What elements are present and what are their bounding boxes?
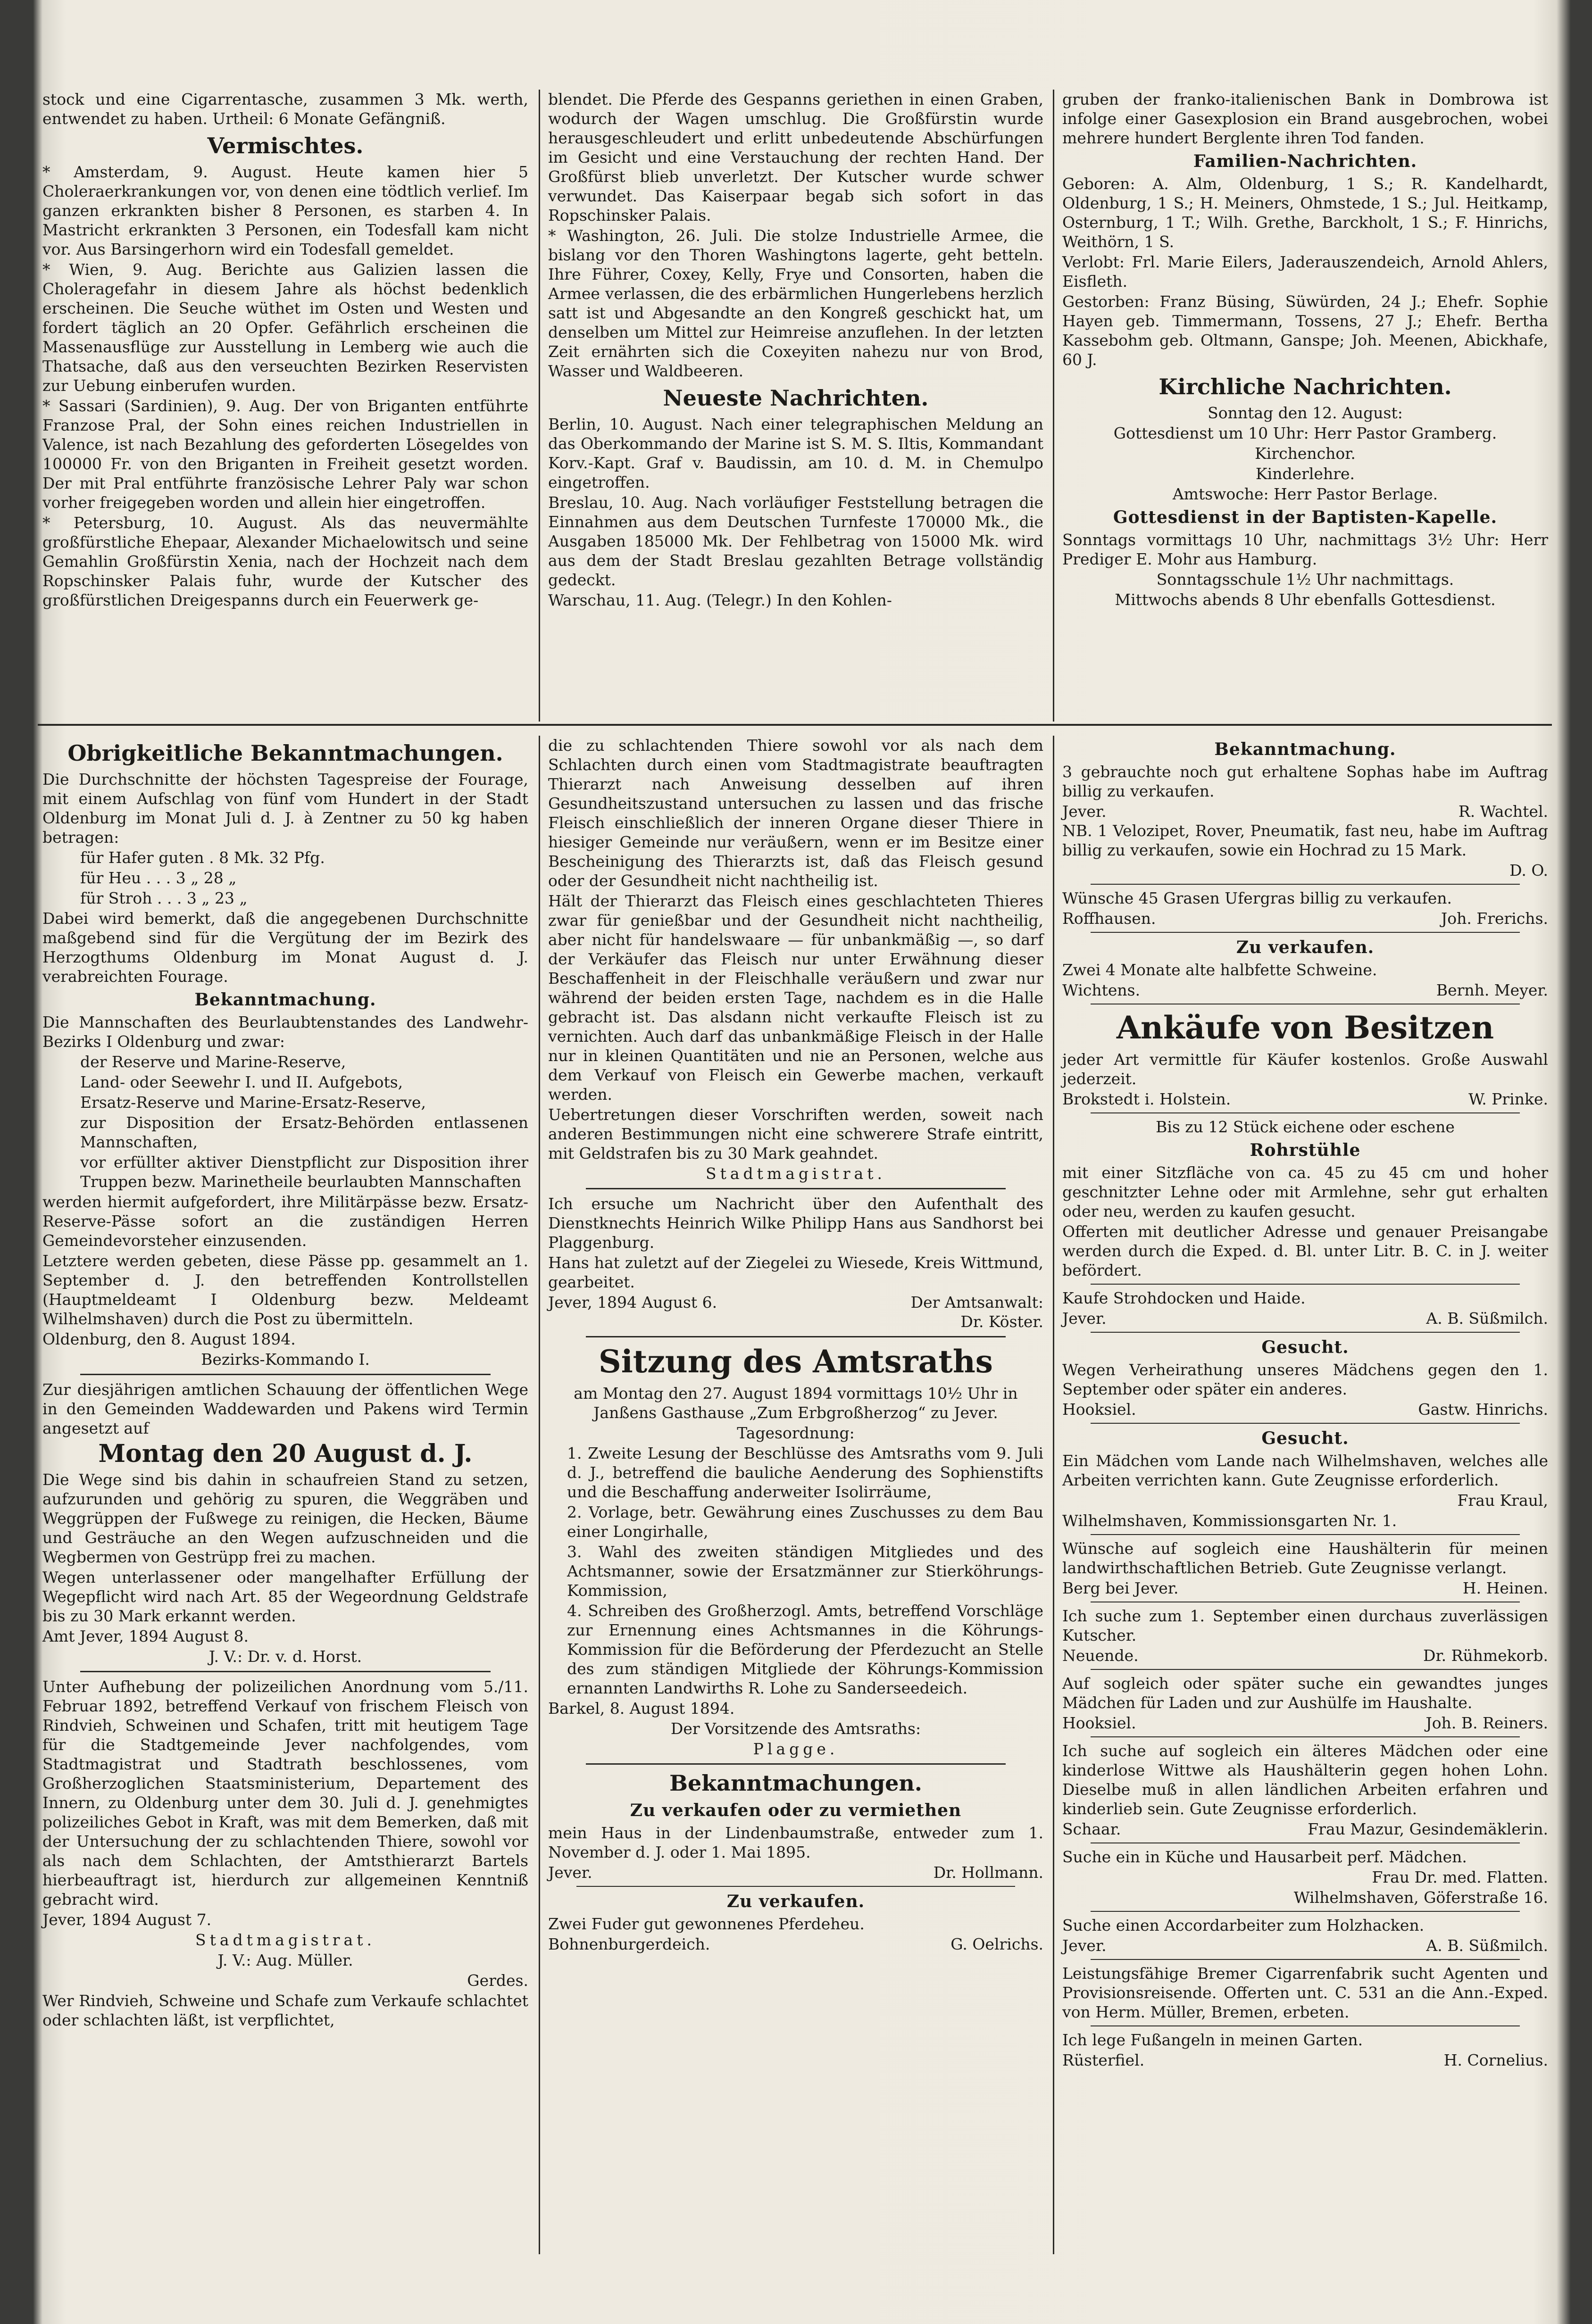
paragraph: Hans hat zuletzt auf der Ziegelei zu Wiesede, Kreis Wittmund, gearbeitet.	[548, 1253, 1043, 1291]
paragraph: werden hiermit aufgefordert, ihre Militärpässe bezw. Ersatz-Reserve-Pässe sofort an die zuständigen Herren Gemeindevorsteher einzusenden.	[42, 1193, 528, 1250]
list-line: der Reserve und Marine-Reserve,	[80, 1053, 346, 1071]
rule-divider	[1091, 1284, 1520, 1285]
signature-row	[1062, 1309, 1548, 1328]
signature-row	[1062, 1713, 1548, 1733]
list-line: für Hafer guten . 8 Mk. 32 Pfg.	[80, 848, 325, 867]
paragraph: Ich suche zum 1. September einen durchaus zuverlässigen Kutscher.	[1062, 1607, 1548, 1644]
list-line: vor erfüllter aktiver Dienstpflicht zur Disposition ihrer Truppen bezw. Marinetheile beurlaubten Mannschaften	[80, 1153, 528, 1191]
paragraph: Berlin, 10. August. Nach einer telegraphischen Meldung an das Oberkommando der Marine ist S. M. S. Iltis, Kommandant Korv.-Kapt. Graf v. Baudissin, am 10. d. M. in Chemulpo eingetroffen.	[548, 415, 1043, 491]
signature-row	[1062, 909, 1548, 928]
rule-divider	[1091, 932, 1520, 933]
paragraph: mit einer Sitzfläche von ca. 45 zu 45 cm und hoher geschnitzter Lehne oder mit Armlehne, sehr gut erhalten oder neu, werden zu kaufen gesucht.	[1062, 1163, 1548, 1220]
place-text: Jever.	[1062, 1309, 1107, 1328]
centered-line: Mittwochs abends 8 Uhr ebenfalls Gottesdienst.	[1115, 590, 1496, 609]
place-text: Jever.	[1062, 802, 1107, 821]
rule-divider	[1091, 1112, 1520, 1113]
paragraph: Geboren: A. Alm, Oldenburg, 1 S.; R. Kandelhardt, Oldenburg, 1 S.; H. Meiners, Ohmstede, 1 S.; Jul. Heitkamp, Osternburg, 1 T.; Wilh. Grethe, Barckholt, 1 S.; F. Hinrichs, Weithörn, 1 S.	[1062, 174, 1548, 251]
paragraph: Uebertretungen dieser Vorschriften werden, soweit nach anderen Bestimmungen nicht eine schwerere Strafe eintritt, mit Geldstrafen bis zu 30 Mark geahndet.	[548, 1105, 1043, 1162]
rule-divider	[586, 1763, 1006, 1765]
signature-line: Frau Dr. med. Flatten.	[1372, 1868, 1548, 1886]
paragraph: Oldenburg, den 8. August 1894.	[42, 1330, 296, 1348]
bottom-column-2	[548, 736, 1043, 1954]
signature-row	[1062, 980, 1548, 1000]
agenda-item: 2. Vorlage, betr. Gewährung eines Zuschusses zu dem Bau einer Longirhalle,	[567, 1503, 1043, 1541]
bottom-column-1	[42, 736, 528, 2031]
paragraph: Ich suche auf sogleich ein älteres Mädchen oder eine kinderlose Wittwe als Haushälterin gegen hohen Lohn. Dieselbe muß in allen ländlichen Arbeiten erfahren und kinderlieb sein. Gute Zeugnisse erforderlich.	[1062, 1742, 1548, 1818]
rule-divider	[1091, 1959, 1520, 1960]
paragraph: Ich lege Fußangeln in meinen Garten.	[1062, 2031, 1363, 2049]
rule-divider	[1091, 1911, 1520, 1912]
place-text: Wichtens.	[1062, 981, 1141, 999]
paragraph: Leistungsfähige Bremer Cigarrenfabrik sucht Agenten und Provisionsreisende. Offerten unt. C. 531 an die Ann.-Exped. von Herm. Müller, Bremen, erbeten.	[1062, 1964, 1548, 2021]
list-line: Ersatz-Reserve und Marine-Ersatz-Reserve,	[80, 1093, 426, 1112]
paragraph: blendet. Die Pferde des Gespanns geriethen in einen Graben, wodurch der Wagen umschlug. Die Großfürstin wurde herausgeschleudert und erlitt unbedeutende Abschürfungen im Gesicht und eine Verstauchung der rechten Hand. Der Großfürst blieb unverletzt. Der Kutscher wurde schwer verwundet. Das Kaiserpaar begab sich sofort in das Ropschinsker Palais.	[548, 90, 1043, 224]
place-text: Jever.	[548, 1863, 592, 1882]
paragraph: mein Haus in der Lindenbaumstraße, entweder zum 1. November d. J. oder 1. Mai 1895.	[548, 1824, 1043, 1861]
place-text: Jever.	[1062, 1936, 1107, 1955]
authority-signature: Stadtmagistrat.	[195, 1931, 375, 1949]
place-text: Jever, 1894 August 6.	[548, 1293, 717, 1311]
notice-heading: Gottesdienst in der Baptisten-Kapelle.	[1113, 507, 1498, 527]
paragraph: Sonntags vormittags 10 Uhr, nachmittags 3½ Uhr: Herr Prediger E. Mohr aus Hamburg.	[1062, 531, 1548, 568]
paragraph: Suche einen Accordarbeiter zum Holzhacken.	[1062, 1916, 1425, 1934]
paragraph: Wegen Verheirathung unseres Mädchens gegen den 1. September oder später ein anderes.	[1062, 1361, 1548, 1398]
rule-divider	[1091, 884, 1520, 885]
signature-row	[1062, 1819, 1548, 1839]
paragraph: Gestorben: Franz Büsing, Süwürden, 24 J.; Ehefr. Sophie Hayen geb. Timmermann, Tossens, 27 J.; Ehefr. Bertha Kassebohm geb. Oltmann, Ganspe; Joh. Meenen, Abickhafe, 60 J.	[1062, 292, 1548, 369]
centered-line: Bezirks-Kommando I.	[201, 1350, 370, 1369]
signature-line: Dr. Köster.	[960, 1312, 1043, 1331]
column-divider	[1053, 90, 1054, 722]
signature-text: Dr. Rühmekorb.	[1423, 1646, 1548, 1665]
paragraph: Wünsche auf sogleich eine Haushälterin für meinen landwirthschaftlichen Betrieb. Gute Zeugnisse verlangt.	[1062, 1539, 1548, 1577]
paragraph: Die Durchschnitte der höchsten Tagespreise der Fourage, mit einem Aufschlag von fünf vom Hundert in der Stadt Oldenburg im Monat Juli d. J. à Zentner zu 50 kg haben betragen:	[42, 770, 528, 847]
notice-heading: Gesucht.	[1261, 1337, 1349, 1357]
signature-row	[1062, 1936, 1548, 1955]
signature-text: W. Prinke.	[1468, 1090, 1548, 1108]
paragraph: * Wien, 9. Aug. Berichte aus Galizien lassen die Choleragefahr in diesem Jahre als höchst bedenklich erscheinen. Die Seuche wüthet im Osten und Westen und fordert täglich an 20 Opfer. Gefährlich erscheinen die Massenausflüge zur Ausstellung in Lemberg wie auch die Thatsache, daß aus den verseuchten Bezirken Reservisten zur Uebung einberufen wurden.	[42, 260, 528, 395]
centered-line: Kinderlehre.	[1255, 465, 1355, 483]
section-heading: Kirchliche Nachrichten.	[1159, 374, 1452, 399]
rule-divider	[80, 1374, 491, 1375]
notice-heading: Familien-Nachrichten.	[1193, 151, 1417, 171]
centered-line: Tagesordnung:	[737, 1424, 855, 1442]
place-text: Bohnenburgerdeich.	[548, 1935, 710, 1953]
place-text: Rüsterfiel.	[1062, 2051, 1145, 2069]
paragraph: Ein Mädchen vom Lande nach Wilhelmshaven, welches alle Arbeiten verrichten kann. Gute Zeugnisse erforderlich.	[1062, 1452, 1548, 1489]
paragraph: Suche ein in Küche und Hausarbeit perf. Mädchen.	[1062, 1848, 1467, 1866]
notice-heading: Rohrstühle	[1250, 1140, 1361, 1160]
signature-text: Frau Mazur, Gesindemäklerin.	[1308, 1820, 1548, 1838]
paragraph: Zwei Fuder gut gewonnenes Pferdeheu.	[548, 1915, 865, 1933]
signature-text: A. B. Süßmilch.	[1426, 1936, 1548, 1955]
list-line: für Heu . . . 3 „ 28 „	[80, 869, 237, 887]
list-line: zur Disposition der Ersatz-Behörden entlassenen Mannschaften,	[80, 1113, 528, 1151]
display-heading: Sitzung des Amtsraths	[599, 1343, 993, 1380]
rule-divider	[586, 1336, 1006, 1337]
agenda-item: 4. Schreiben des Großherzogl. Amts, betreffend Vorschläge zur Ernennung eines Achtsmannes in die Köhrungs-Kommission für die Beförderung der Pferdezucht an Stelle des zum ständigen Mitgliede der Köhrungs-Kommission ernannten Landwirths R. Lohe zu Sanderseedeich.	[567, 1602, 1043, 1697]
notice-heading: Zu verkaufen oder zu vermiethen	[630, 1801, 962, 1820]
top-column-2	[548, 90, 1043, 611]
paragraph: 3 gebrauchte noch gut erhaltene Sophas habe im Auftrag billig zu verkaufen.	[1062, 763, 1548, 800]
signature-text: Gastw. Hinrichs.	[1418, 1400, 1548, 1419]
notice-heading: Zu verkaufen.	[726, 1892, 865, 1911]
signature-text: H. Heinen.	[1462, 1579, 1548, 1597]
signature-text: G. Oelrichs.	[950, 1935, 1043, 1953]
section-heading: Bekanntmachungen.	[669, 1770, 922, 1796]
paragraph: Ich ersuche um Nachricht über den Aufenthalt des Dienstknechts Heinrich Wilke Philipp Hans aus Sandhorst bei Plaggenburg.	[548, 1195, 1043, 1252]
place-text: Berg bei Jever.	[1062, 1579, 1179, 1597]
paragraph: Warschau, 11. Aug. (Telegr.) In den Kohlen-	[548, 591, 892, 609]
paragraph: * Amsterdam, 9. August. Heute kamen hier 5 Choleraerkrankungen vor, von denen eine tödtlich verlief. Im ganzen erkrankten bisher 8 Personen, es starben 4. In Mastricht erkrankten 3 Personen, ein Todesfall kam nicht vor. Aus Barsingerhorn wird ein Todesfall gemeldet.	[42, 163, 528, 258]
section-heading: Obrigkeitliche Bekanntmachungen.	[67, 740, 503, 766]
list-line: Land- oder Seewehr I. und II. Aufgebots,	[80, 1073, 403, 1091]
authority-signature: Plagge.	[753, 1740, 839, 1758]
signature-text: A. B. Süßmilch.	[1426, 1309, 1548, 1328]
centered-line: Bis zu 12 Stück eichene oder eschene	[1156, 1118, 1455, 1136]
notice-heading: Bekanntmachung.	[194, 990, 376, 1010]
authority-signature: Stadtmagistrat.	[706, 1164, 886, 1183]
bottom-column-3	[1062, 736, 1548, 2070]
paragraph: Wilhelmshaven, Kommissionsgarten Nr. 1.	[1062, 1511, 1397, 1530]
column-divider	[1053, 736, 1054, 2254]
place-text: Neuende.	[1062, 1646, 1139, 1665]
paragraph: * Petersburg, 10. August. Als das neuvermählte großfürstliche Ehepaar, Alexander Michaelowitsch und seine Gemahlin Großfürstin Xenia, nach der Hochzeit nach dem Ropschinsker Palais fuhr, wurde der Kutscher des großfürstlichen Dreigespanns durch ein Feuerwerk ge-	[42, 514, 528, 609]
paragraph: Jever, 1894 August 7.	[42, 1910, 212, 1929]
paragraph: gruben der franko-italienischen Bank in Dombrowa ist infolge einer Gasexplosion ein Brand ausgebrochen, wobei mehrere hundert Berglente ihren Tod fanden.	[1062, 90, 1548, 147]
rule-divider	[576, 1886, 1015, 1887]
signature-row	[1062, 1089, 1548, 1109]
paragraph: Dabei wird bemerkt, daß die angegebenen Durchschnitte maßgebend sind für die Vergütung der im Bezirk des Herzogthums Oldenburg im Monat August d. J. verabreichten Fourage.	[42, 909, 528, 986]
signature-row	[548, 1293, 1043, 1312]
paragraph: die zu schlachtenden Thiere sowohl vor als nach dem Schlachten durch einen vom Stadtmagistrate beauftragten Thierarzt nach Anweisung desselben auf ihren Gesundheitszustand untersuchen zu lassen und das frische Fleisch einschließlich der inneren Organe dieser Thiere in hiesiger Gemeinde nur veräußern, wenn er im Besitze einer Bescheinigung des Thierarzts ist, daß das Fleisch gesund oder der Gesundheit nicht nachtheilig ist.	[548, 736, 1043, 890]
paragraph: Zur diesjährigen amtlichen Schauung der öffentlichen Wege in den Gemeinden Waddewarden und Pakens wird Termin angesetzt auf	[42, 1380, 528, 1437]
notice-heading: Zu verkaufen.	[1236, 938, 1375, 957]
paragraph: Breslau, 10. Aug. Nach vorläufiger Feststellung betragen die Einnahmen aus dem Deutschen Turnfeste 170000 Mk., die Ausgaben 185000 Mk. Der Fehlbetrag von 15000 Mk. wird aus dem der Stadt Breslau gezahlten Betrage vollständig gedeckt.	[548, 493, 1043, 589]
paragraph: stock und eine Cigarrentasche, zusammen 3 Mk. werth, entwendet zu haben. Urtheil: 6 Monate Gefängniß.	[42, 90, 528, 128]
agenda-item: 1. Zweite Lesung der Beschlüsse des Amtsraths vom 9. Juli d. J., betreffend die bauliche Aenderung des Sophienstifts und die Beschaffung anderweiter Isolirräume,	[567, 1444, 1043, 1501]
rule-divider	[586, 1188, 1006, 1189]
paragraph: Hält der Thierarzt das Fleisch eines geschlachteten Thieres zwar für genießbar und der Gesundheit nicht nachtheilig, aber nicht für handelswaare — für unbankmäßig —, so darf der Verkäufer das Fleisch nur unter Erwähnung dieser Beschaffenheit in der Fleischhalle veräußern und zwar nur während der beiden ersten Tage, nachdem es in die Halle gebracht ist. Das alsdann nicht verkaufte Fleisch ist zu vernichten. Auch darf das unbankmäßige Fleisch in der Halle nur in kleinen Quantitäten und nie an Personen, welche aus dem Verkauf von Fleisch ein Gewerbe machen, verkauft werden.	[548, 892, 1043, 1104]
notice-heading: Gesucht.	[1261, 1428, 1349, 1448]
centered-line: Kirchenchor.	[1255, 444, 1356, 463]
paragraph: NB. 1 Velozipet, Rover, Pneumatik, fast neu, habe im Auftrag billig zu verkaufen, sowie ein Hochrad zu 15 Mark.	[1062, 822, 1548, 859]
rule-divider	[1091, 2025, 1520, 2026]
paragraph: Kaufe Strohdocken und Haide.	[1062, 1289, 1306, 1307]
centered-line: Gottesdienst um 10 Uhr: Herr Pastor Gramberg.	[1113, 424, 1497, 442]
signature-text: Joh. Frerichs.	[1441, 909, 1548, 928]
paragraph: * Washington, 26. Juli. Die stolze Industrielle Armee, die bislang vor den Thoren Washingtons lagerte, geht betteln. Ihre Führer, Coxey, Kelly, Frye und Consorten, haben die Armee verlassen, die des erbärmlichen Hungerlebens herzlich satt ist und Abgesandte an den Kongreß geschickt hat, um denselben um Mittel zur Heimreise anzuflehen. In der letzten Zeit ernährten sich die Coxeyiten nahezu nur von Brod, Wasser und Waldbeeren.	[548, 226, 1043, 380]
signature-text: Bernh. Meyer.	[1436, 981, 1548, 999]
paragraph: Letztere werden gebeten, diese Pässe pp. gesammelt an 1. September d. J. den betreffenden Kontrollstellen (Hauptmeldeamt I Oldenburg bezw. Meldeamt Wilhelmshaven) durch die Post zu übermitteln.	[42, 1252, 528, 1328]
signature-line: Wilhelmshaven, Göferstraße 16.	[1293, 1888, 1548, 1907]
signature-line: D. O.	[1509, 861, 1548, 880]
centered-line: Amtswoche: Herr Pastor Berlage.	[1172, 485, 1438, 503]
section-heading: Neueste Nachrichten.	[663, 385, 929, 411]
rule-divider	[1091, 1736, 1520, 1737]
rule-divider	[1091, 1534, 1520, 1535]
column-divider	[539, 90, 540, 722]
paragraph: Auf sogleich oder später suche ein gewandtes junges Mädchen für Laden und zur Aushülfe im Haushalte.	[1062, 1674, 1548, 1712]
centered-line: am Montag den 27. August 1894 vormittags 10½ Uhr in Janßens Gasthause „Zum Erbgroßherzog“ zu Jever.	[574, 1384, 1018, 1422]
place-text: Hooksiel.	[1062, 1400, 1136, 1419]
date-heading: Montag den 20 August d. J.	[98, 1439, 473, 1468]
column-divider	[539, 736, 540, 2254]
paragraph: Unter Aufhebung der polizeilichen Anordnung vom 5./11. Februar 1892, betreffend Verkauf von frischem Fleisch von Rindvieh, Schweinen und Schafen, tritt mit heutigem Tage für die Stadtgemeinde Jever nachfolgendes, vom Stadtmagistrat und Stadtrath beschlossenes, vom Großherzoglichen Staatsministerium, Departement des Innern, zu Oldenburg unter dem 30. Juli d. J. genehmigtes polizeiliches Gebot in Kraft, was mit dem Bemerken, daß mit der Untersuchung der zu schlachtenden Thiere, sowohl vor als nach dem Schlachten, der Amtsthierarzt Bartels hierbeauftragt ist, hierdurch zur allgemeinen Kenntniß gebracht wird.	[42, 1677, 528, 1909]
display-heading: Ankäufe von Besitzen	[1116, 1009, 1494, 1046]
centered-line: Der Vorsitzende des Amtsraths:	[670, 1719, 921, 1738]
centered-line: J. V.: Dr. v. d. Horst.	[208, 1647, 362, 1666]
top-column-3	[1062, 90, 1548, 610]
place-text: Schaar.	[1062, 1820, 1121, 1838]
signature-line: Gerdes.	[467, 1971, 528, 1990]
signature-row	[1062, 1400, 1548, 1419]
section-heading: Vermischtes.	[207, 133, 364, 158]
rule-divider	[80, 1671, 491, 1672]
signature-row	[1062, 1578, 1548, 1598]
paragraph: Wer Rindvieh, Schweine und Schafe zum Verkaufe schlachtet oder schlachten läßt, ist verpflichtet,	[42, 1992, 528, 2029]
paragraph: Barkel, 8. August 1894.	[548, 1699, 735, 1718]
centered-line: J. V.: Aug. Müller.	[217, 1951, 353, 1969]
signature-text: H. Cornelius.	[1443, 2051, 1548, 2069]
section-divider	[38, 724, 1552, 726]
top-column-1	[42, 90, 528, 611]
signature-text: Der Amtsanwalt:	[910, 1293, 1043, 1311]
signature-text: Joh. B. Reiners.	[1425, 1714, 1548, 1732]
paragraph: Wegen unterlassener oder mangelhafter Erfüllung der Wegepflicht wird nach Art. 85 der Wegeordnung Geldstrafe bis zu 30 Mark erkannt werden.	[42, 1568, 528, 1625]
newspaper-page	[33, 19, 1561, 2306]
signature-row	[548, 1934, 1043, 1954]
signature-row	[548, 1863, 1043, 1882]
signature-row	[1062, 1646, 1548, 1665]
paragraph: Offerten mit deutlicher Adresse und genauer Preisangabe werden durch die Exped. d. Bl. unter Litr. B. C. in J. weiter befördert.	[1062, 1222, 1548, 1279]
place-text: Roffhausen.	[1062, 909, 1156, 928]
paragraph: Die Mannschaften des Beurlaubtenstandes des Landwehr-Bezirks I Oldenburg und zwar:	[42, 1013, 528, 1051]
signature-row	[1062, 802, 1548, 821]
paragraph: Die Wege sind bis dahin in schaufreien Stand zu setzen, aufzurunden und gehörig zu spuren, die Weggräben und Weggrüppen der Fußwege zu reinigen, die Hecken, Bäume und Gesträuche an den Wegen aufzuschneiden und die Wegbermen von Gestrüpp frei zu machen.	[42, 1470, 528, 1566]
paragraph: * Sassari (Sardinien), 9. Aug. Der von Briganten entführte Franzose Pral, der Sohn eines reichen Industriellen in Valence, ist nach Bezahlung des geforderten Lösegeldes von 100000 Fr. von den Briganten in Freiheit gesetzt worden. Der mit Pral entführte französische Lehrer Paly war schon vorher freigegeben worden und allein hier eingetroffen.	[42, 397, 528, 512]
centered-line: Sonntag den 12. August:	[1208, 404, 1403, 422]
rule-divider	[1091, 1332, 1520, 1333]
signature-row	[1062, 2050, 1548, 2070]
signature-text: Dr. Hollmann.	[933, 1863, 1043, 1882]
place-text: Hooksiel.	[1062, 1714, 1136, 1732]
rule-divider	[1091, 1423, 1520, 1424]
signature-text: R. Wachtel.	[1458, 802, 1548, 821]
place-text: Brokstedt i. Holstein.	[1062, 1090, 1231, 1108]
paragraph: Amt Jever, 1894 August 8.	[42, 1627, 249, 1645]
paragraph: jeder Art vermittle für Käufer kostenlos. Große Auswahl jederzeit.	[1062, 1050, 1548, 1088]
paragraph: Zwei 4 Monate alte halbfette Schweine.	[1062, 961, 1377, 979]
centered-line: Sonntagsschule 1½ Uhr nachmittags.	[1156, 570, 1454, 589]
notice-heading: Bekanntmachung.	[1214, 739, 1396, 759]
rule-divider	[1091, 1669, 1520, 1670]
paragraph: Wünsche 45 Grasen Ufergras billig zu verkaufen.	[1062, 889, 1452, 907]
signature-line: Frau Kraul,	[1457, 1491, 1548, 1510]
paragraph: Verlobt: Frl. Marie Eilers, Jaderauszendeich, Arnold Ahlers, Eisfleth.	[1062, 253, 1548, 290]
agenda-item: 3. Wahl des zweiten ständigen Mitgliedes und des Achtsmanner, sowie der Ersatzmänner zur Stierköhrungs-Kommission,	[567, 1543, 1043, 1600]
list-line: für Stroh . . . 3 „ 23 „	[80, 889, 248, 907]
